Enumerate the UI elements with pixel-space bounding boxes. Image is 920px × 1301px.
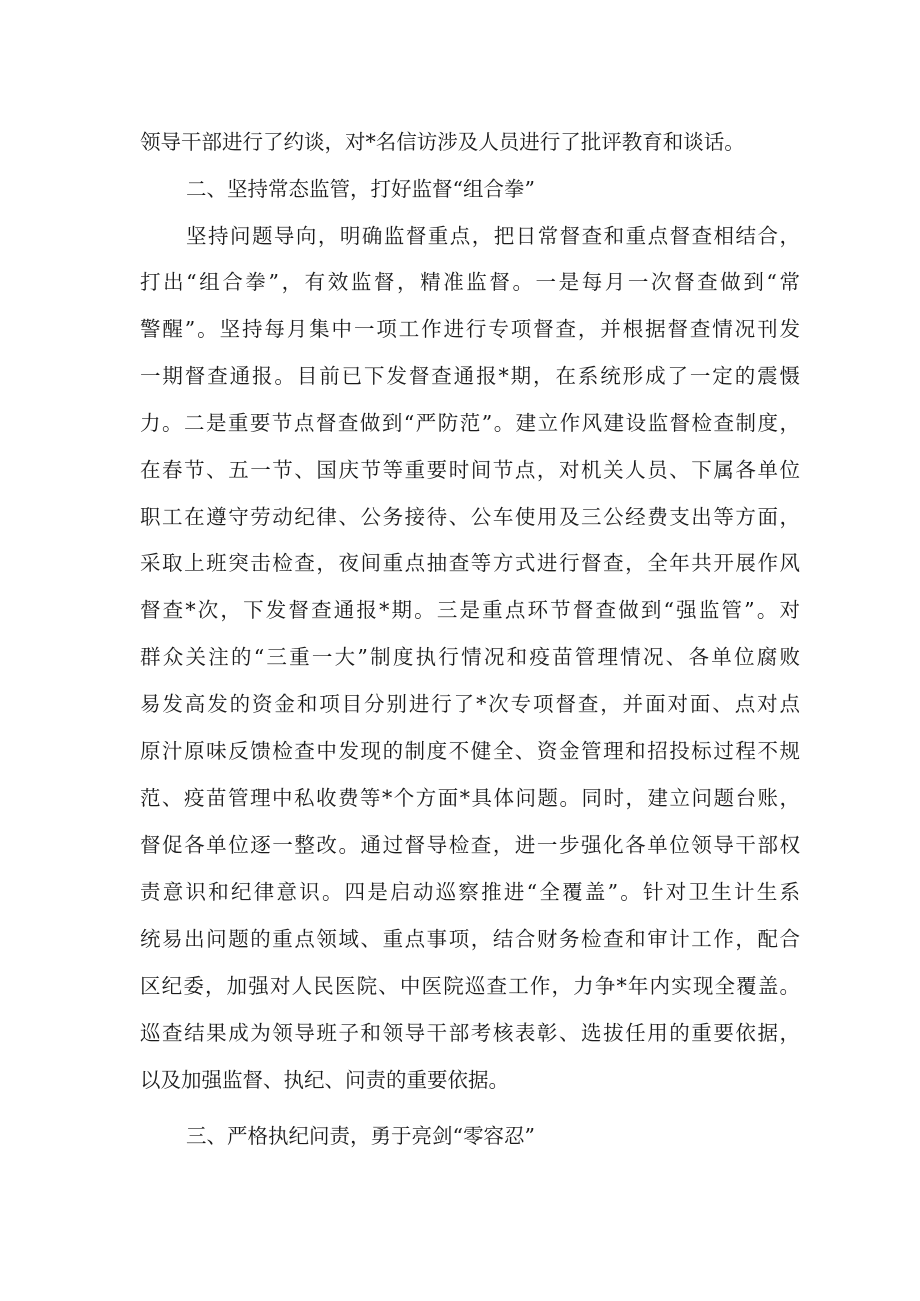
- paragraph-line: 领导干部进行了约谈，对*名信访涉及人员进行了批评教育和谈话。: [140, 130, 745, 154]
- paragraph-line: 区纪委，加强对人民医院、中医院巡查工作，力争*年内实现全覆盖。: [140, 974, 800, 998]
- paragraph-line: 群众关注的“三重一大”制度执行情况和疫苗管理情况、各单位腐败: [140, 645, 800, 669]
- paragraph-line: 力。二是重要节点督查做到“严防范”。建立作风建设监督检查制度，: [140, 411, 800, 435]
- paragraph-line: 以及加强监督、执纪、问责的重要依据。: [140, 1068, 509, 1092]
- paragraph-line: 统易出问题的重点领域、重点事项，结合财务检查和审计工作，配合: [140, 927, 800, 951]
- paragraph-line: 一期督查通报。目前已下发督查通报*期，在系统形成了一定的震慑: [140, 364, 800, 388]
- paragraph-line: 督促各单位逐一整改。通过督导检查，进一步强化各单位领导干部权: [140, 833, 800, 857]
- section-heading-3: 三、严格执纪问责，勇于亮剑“零容忍”: [186, 1124, 535, 1148]
- paragraph-line: 范、疫苗管理中私收费等*个方面*具体问题。同时，建立问题台账，: [140, 786, 800, 810]
- paragraph-line: 易发高发的资金和项目分别进行了*次专项督查，并面对面、点对点: [140, 692, 800, 716]
- paragraph-line: 职工在遵守劳动纪律、公务接待、公车使用及三公经费支出等方面，: [140, 505, 800, 529]
- section-heading-2: 二、坚持常态监管，打好监督“组合拳”: [186, 177, 535, 201]
- paragraph-line: 打出“组合拳”，有效监督，精准监督。一是每月一次督查做到“常: [140, 270, 800, 294]
- paragraph-line: 在春节、五一节、国庆节等重要时间节点，对机关人员、下属各单位: [140, 458, 800, 482]
- paragraph-line: 原汁原味反馈检查中发现的制度不健全、资金管理和招投标过程不规: [140, 739, 800, 763]
- paragraph-line: 采取上班突击检查，夜间重点抽查等方式进行督查，全年共开展作风: [140, 551, 800, 575]
- paragraph-line: 责意识和纪律意识。四是启动巡察推进“全覆盖”。针对卫生计生系: [140, 880, 800, 904]
- paragraph-line: 坚持问题导向，明确监督重点，把日常督查和重点督查相结合，: [186, 224, 800, 248]
- paragraph-line: 督查*次，下发督查通报*期。三是重点环节督查做到“强监管”。对: [140, 598, 800, 622]
- paragraph-line: 巡查结果成为领导班子和领导干部考核表彰、选拔任用的重要依据，: [140, 1021, 800, 1045]
- paragraph-line: 警醒”。坚持每月集中一项工作进行专项督查，并根据督查情况刊发: [140, 317, 800, 341]
